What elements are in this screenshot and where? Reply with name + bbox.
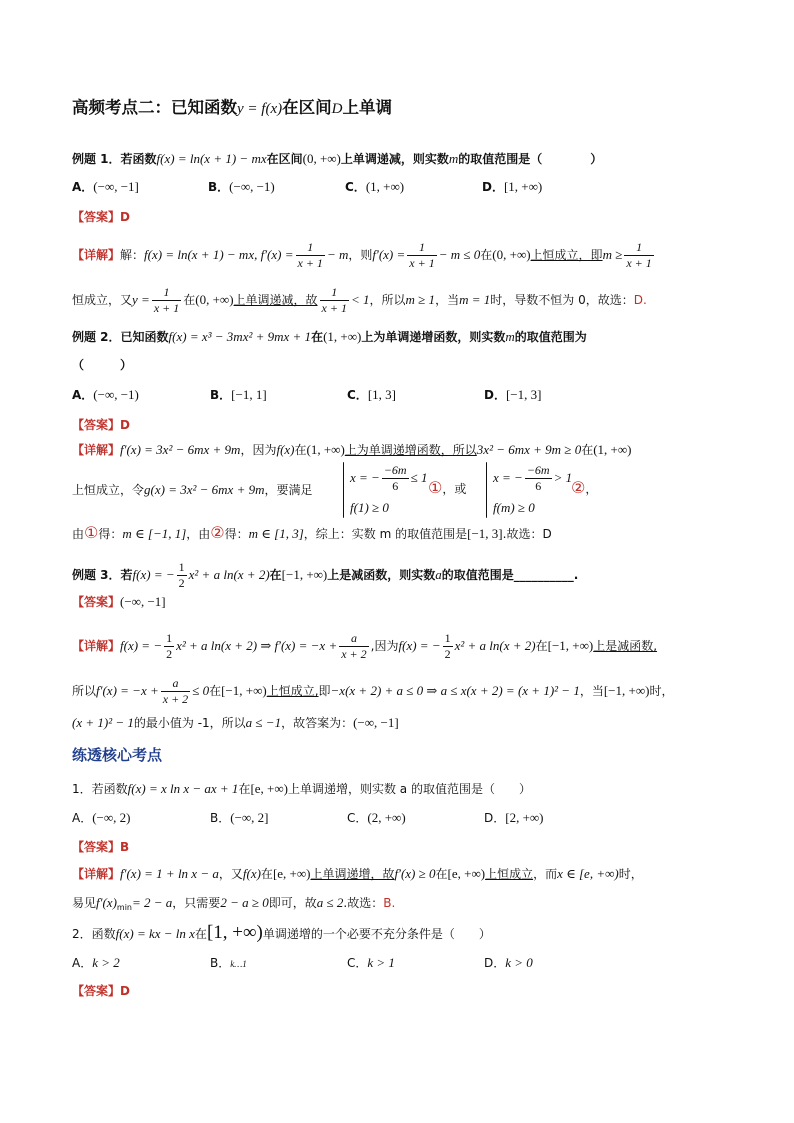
example-3-detail-line-1: 【详解】f(x) = − $\frac{1}{2}$ x² + a ln(x + 2) ⇒ f′(x) = −x + $\frac{a}{x + 2}$ ,因为f(x) = − $\frac{1}{2}$ x² + a ln(x + 2)在[−1, +∞)上是减函数, (72, 631, 658, 661)
problem-2-answer: 【答案】D (72, 984, 130, 998)
example-2-detail-line-1: 【详解】f′(x) = 3x² − 6mx + 9m，因为f(x)在(1, +∞)上为单调递增函数，所以3x² − 6mx + 9m ≥ 0在(1, +∞) (72, 442, 632, 457)
problem-2-option-b: B．k…1 (210, 956, 247, 970)
section-title: 练透核心考点 (72, 746, 163, 764)
problem-1-detail-line-1: 【详解】f′(x) = 1 + ln x − a，又f(x)在[e, +∞)上单调递增，故f′(x) ≥ 0在[e, +∞)上恒成立，而x ∈ [e, +∞)时， (72, 866, 643, 881)
system-1-row-1: x = − $\frac{-6m}{6}$ ≤ 1 (350, 463, 428, 493)
example-1-question: 例题 1．若函数f(x) = ln(x + 1) − mx在区间(0, +∞)上单调递减，则实数m的取值范围是（ ） (72, 151, 603, 166)
example-3-detail-line-2: 所以f′(x) = −x + $\frac{a}{x + 2}$ ≤ 0在[−1, +∞)上恒成立,即−x(x + 2) + a ≤ 0 ⇒ a ≤ x(x + 2) = (x + 1)² − 1，当[−1, +∞)时， (72, 676, 674, 706)
problem-1-option-a: A．(−∞, 2) (72, 810, 131, 825)
system-1-row-2: f(1) ≥ 0 (350, 500, 389, 515)
system-2-row-2: f(m) ≥ 0 (493, 500, 535, 515)
example-2-detail-line-2-text: 上恒成立，令g(x) = 3x² − 6mx + 9m，要满足 (72, 482, 313, 497)
example-2-option-d: D．[−1, 3] (484, 387, 542, 402)
example-3-detail-line-3: (x + 1)² − 1的最小值为 -1，所以a ≤ −1，故答案为：(−∞, −1] (72, 715, 399, 730)
example-1-option-c: C．(1, +∞) (345, 179, 405, 194)
page-title: 高频考点二：已知函数y = f(x)在区间D上单调 (72, 98, 392, 117)
example-2-option-c: C．[1, 3] (347, 387, 396, 402)
example-2-question: 例题 2．已知函数f(x) = x³ − 3mx² + 9mx + 1在(1, +∞)上为单调递增函数，则实数m的取值范围为 (72, 329, 587, 344)
example-1-option-a: A．(−∞, −1] (72, 179, 139, 194)
example-1-detail-line-1: 【详解】解：f(x) = ln(x + 1) − mx, f′(x) = $\frac{1}{x + 1}$ − m，则f′(x) = $\frac{1}{x + 1}$ − m ≤ 0在(0, +∞)上恒成立，即m ≥ $\frac{1}{x + 1}$ (72, 240, 652, 270)
problem-1-question: 1．若函数f(x) = x ln x − ax + 1在[e, +∞)上单调递增，则实数 a 的取值范围是（ ） (72, 781, 531, 796)
example-3-answer: 【答案】(−∞, −1] (72, 594, 166, 609)
problem-2-option-c: C．k > 1 (347, 955, 395, 970)
system-2-brace (486, 462, 487, 518)
problem-1-detail-line-2: 易见$f'(x)_{min}= 2 - a$，只需要2 − a ≥ 0即可，故a ≤ 2.故选：B. (72, 895, 396, 912)
problem-1-option-d: D．[2, +∞) (484, 810, 544, 825)
example-2-option-b: B．[−1, 1] (210, 387, 267, 402)
system-2-row-1: x = − $\frac{-6m}{6}$ > 1 (493, 463, 573, 493)
example-1-detail-line-2: 恒成立，又y = $\frac{1}{x + 1}$ 在(0, +∞)上单调递减，故 $\frac{1}{x + 1}$ < 1，所以m ≥ 1，当m = 1时，导数不恒为 0，故选：D. (72, 285, 647, 315)
example-2-paren: （ ） (72, 358, 133, 372)
example-2-detail-line-3: 由①得：m ∈ [−1, 1]，由②得：m ∈ [1, 3]，综上：实数 m 的取值范围是[−1, 3].故选：D (72, 523, 552, 542)
problem-1-answer: 【答案】B (72, 840, 130, 854)
problem-2-question: 2．函数f(x) = kx − ln x在[1, +∞)单调递增的一个必要不充分条件是（ ） (72, 922, 491, 943)
example-1-option-d: D．[1, +∞) (482, 179, 543, 194)
example-1-option-b: B．(−∞, −1) (208, 179, 275, 194)
example-1-answer: 【答案】D (72, 210, 130, 224)
system-1-label: ①，或 (428, 478, 467, 497)
example-2-option-a: A．(−∞, −1) (72, 387, 139, 402)
problem-2-option-d: D．k > 0 (484, 955, 533, 970)
example-3-question: 例题 3．若f(x) = − $\frac{1}{2}$ x² + a ln(x + 2)在[−1, +∞)上是减函数，则实数a的取值范围是__________. (72, 560, 579, 590)
example-2-answer: 【答案】D (72, 418, 130, 432)
system-1-brace (343, 462, 344, 518)
system-2-label: ②， (571, 478, 598, 497)
problem-1-option-b: B．(−∞, 2] (210, 810, 269, 825)
problem-2-option-a: A．k > 2 (72, 955, 120, 970)
problem-1-option-c: C．(2, +∞) (347, 810, 406, 825)
